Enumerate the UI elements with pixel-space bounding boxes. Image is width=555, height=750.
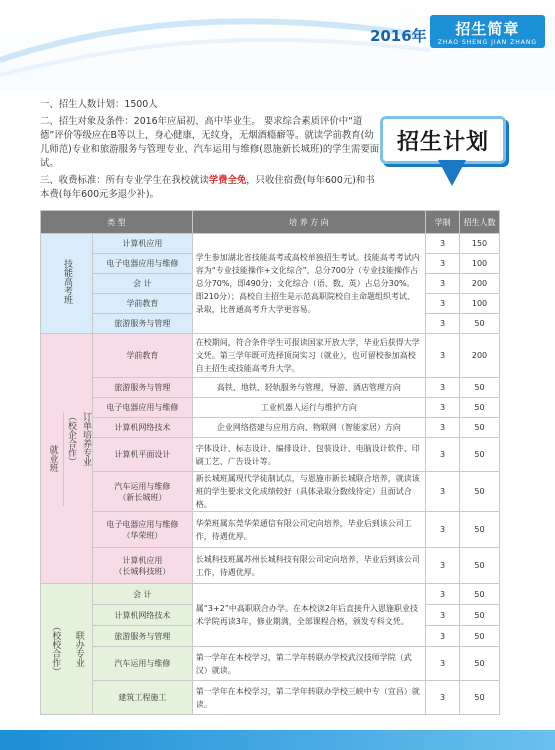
- major-cell: 建筑工程施工: [92, 681, 192, 715]
- table-row: [41, 681, 500, 715]
- count-cell: 50: [460, 512, 500, 548]
- category-joint-program: [41, 584, 93, 715]
- direction-cell: 华荣班属东莞华荣通信有限公司定向培养，毕业后到该公司工作，待遇优厚。: [192, 512, 425, 548]
- major-cell: 旅游服务与管理: [92, 626, 192, 647]
- intro-fees: [40, 174, 380, 202]
- order-training-label: 订单培养专业: [80, 411, 91, 466]
- count-cell: 50: [460, 605, 500, 626]
- direction-cell: 工业机器人运行与维护方向: [192, 398, 425, 418]
- header-type: 类 型: [41, 211, 193, 234]
- years-cell: 3: [426, 681, 460, 715]
- count-cell: 100: [460, 294, 500, 314]
- intro-requirements: 二、招生对象及条件：2016年应届初、高中毕业生。 要求综合素质评价中“道德”评价等级应在B等以上，身心健康，无纹身，无烟酒瘾癖等。就读学前教育(幼儿师范)专业和旅游服务与管理专业、汽车运用与维修(恩施新长城班)的学生需要面试。: [40, 116, 380, 169]
- count-cell: 200: [460, 334, 500, 378]
- intro-plan: 一、招生人数计划：1500人: [40, 99, 158, 110]
- years-cell: 3: [426, 274, 460, 294]
- table-row: [41, 647, 500, 681]
- major-cell: 汽车运用与维修: [92, 647, 192, 681]
- major-note: （新长城班）: [118, 492, 167, 502]
- count-cell: 50: [460, 398, 500, 418]
- header-title-box: [430, 15, 545, 48]
- count-cell: 50: [460, 438, 500, 472]
- joint-program-label: 联办专业: [73, 631, 84, 667]
- major-note: （长城科技班）: [114, 566, 171, 576]
- direction-cell: 第一学年在本校学习，第二学年转联办学校武汉技师学院（武汉）就读。: [192, 647, 425, 681]
- count-cell: 50: [460, 626, 500, 647]
- fees-free-highlight: 学费全免: [208, 175, 247, 186]
- school-enterprise-note: （校企合作）: [65, 411, 76, 466]
- header-years: 学制: [426, 211, 460, 234]
- major-cell: 电子电器应用与维修: [92, 398, 192, 418]
- major-cell: 计算机网络技术: [92, 418, 192, 438]
- employment-label: 就业班: [47, 445, 58, 472]
- major-cell: 计算机应用: [92, 234, 192, 254]
- direction-cell: 长城科技班属苏州长城科技有限公司定向培养，毕业后到该公司工作，待遇优厚。: [192, 548, 425, 584]
- direction-cell: 学生参加湖北省技能高考或高校单独招生考试。技能高考考试内容为“专业技能操作+文化综合”，总分700分（专业技能操作占总分70%，即490分；文化综合（语、数、英）占总分30%。即210分）；高校自主招生是示范高职院校自主命题组织考试、录取，比普通高考升大学更容易。: [192, 234, 425, 334]
- table-row: [41, 512, 500, 548]
- table-row: [41, 234, 500, 254]
- direction-cell: 高铁、地铁、轻轨服务与管理，导游、酒店管理方向: [192, 378, 425, 398]
- table-header-row: [41, 211, 500, 234]
- direction-cell: 在校期间，符合条件学生可报读国家开放大学，毕业后获得大学文凭。第三学年既可选择顶岗实习（就业），也可留校参加高校自主招生或技能高考升大学。: [192, 334, 425, 378]
- footer-band: [0, 730, 555, 750]
- count-cell: 200: [460, 274, 500, 294]
- major-cell: 学前教育: [92, 334, 192, 378]
- years-cell: 3: [426, 605, 460, 626]
- years-cell: 3: [426, 234, 460, 254]
- years-cell: 3: [426, 294, 460, 314]
- enrollment-table: [40, 210, 500, 715]
- count-cell: 50: [460, 647, 500, 681]
- major-name: 电子电器应用与维修: [106, 519, 179, 529]
- years-cell: 3: [426, 548, 460, 584]
- direction-cell: 新长城班属现代学徒制试点，与恩施市新长城联合培养，就读该班的学生要求文化成绩较好（具体录取分数线待定）且面试合格。: [192, 472, 425, 512]
- header-year: 2016年: [369, 27, 427, 45]
- major-name: 计算机应用: [122, 555, 163, 565]
- direction-cell: 字体设计、标志设计、编排设计、包装设计、电脑设计软件、印刷工艺、广告设计等。: [192, 438, 425, 472]
- major-cell: [92, 472, 192, 512]
- header-title: [370, 15, 545, 48]
- major-cell: 计算机平面设计: [92, 438, 192, 472]
- years-cell: 3: [426, 512, 460, 548]
- major-cell: 旅游服务与管理: [92, 378, 192, 398]
- count-cell: 50: [460, 681, 500, 715]
- major-cell: 计算机网络技术: [92, 605, 192, 626]
- enrollment-plan-badge: 招生计划: [380, 116, 506, 164]
- major-cell: 学前教育: [92, 294, 192, 314]
- fees-text-b: ，只收住宿费(每年600元)和书本费(每年600元多退少补)。: [40, 175, 375, 200]
- category-skill-exam: 技能高考班: [41, 234, 93, 334]
- major-note: （华荣班）: [122, 530, 163, 540]
- years-cell: 3: [426, 647, 460, 681]
- years-cell: 3: [426, 378, 460, 398]
- major-cell: 会 计: [92, 274, 192, 294]
- header-pinyin: ZHAO SHENG JIAN ZHANG: [437, 39, 537, 46]
- badge-tail: [438, 160, 466, 186]
- table-row: [41, 438, 500, 472]
- count-cell: 50: [460, 472, 500, 512]
- years-cell: 3: [426, 334, 460, 378]
- years-cell: 3: [426, 398, 460, 418]
- header-title-text: 招生简章: [455, 20, 520, 38]
- table-row: [41, 418, 500, 438]
- table-row: [41, 334, 500, 378]
- table-row: [41, 584, 500, 605]
- direction-cell: 第一学年在本校学习，第二学年转联办学校三峡中专（宜昌）就读。: [192, 681, 425, 715]
- count-cell: 100: [460, 254, 500, 274]
- table-row: [41, 548, 500, 584]
- table-row: [41, 398, 500, 418]
- major-cell: [92, 548, 192, 584]
- years-cell: 3: [426, 438, 460, 472]
- count-cell: 50: [460, 418, 500, 438]
- years-cell: 3: [426, 254, 460, 274]
- table-row: [41, 378, 500, 398]
- category-employment: [41, 334, 93, 584]
- direction-cell: 属“3+2”中高职联合办学。在本校读2年后直接升入恩施职业技术学院再读3年，修业期满，全部课程合格，颁发专科文凭。: [192, 584, 425, 647]
- major-cell: 旅游服务与管理: [92, 314, 192, 334]
- count-cell: 50: [460, 584, 500, 605]
- direction-cell: 企业网络搭建与应用方向、物联网（智能家居）方向: [192, 418, 425, 438]
- header-count: 招生人数: [460, 211, 500, 234]
- major-name: 汽车运用与维修: [114, 481, 171, 491]
- years-cell: 3: [426, 472, 460, 512]
- count-cell: 50: [460, 548, 500, 584]
- major-cell: 电子电器应用与维修: [92, 254, 192, 274]
- years-cell: 3: [426, 418, 460, 438]
- years-cell: 3: [426, 626, 460, 647]
- major-cell: [92, 512, 192, 548]
- table-row: [41, 472, 500, 512]
- major-cell: 会 计: [92, 584, 192, 605]
- count-cell: 150: [460, 234, 500, 254]
- count-cell: 50: [460, 314, 500, 334]
- intro-section: [40, 98, 380, 205]
- years-cell: 3: [426, 314, 460, 334]
- fees-text-a: 三、收费标准：所有专业学生在我校就读: [40, 175, 209, 186]
- school-school-note: （校校合作）: [50, 622, 61, 676]
- header-direction: 培 养 方 向: [192, 211, 425, 234]
- count-cell: 50: [460, 378, 500, 398]
- years-cell: 3: [426, 584, 460, 605]
